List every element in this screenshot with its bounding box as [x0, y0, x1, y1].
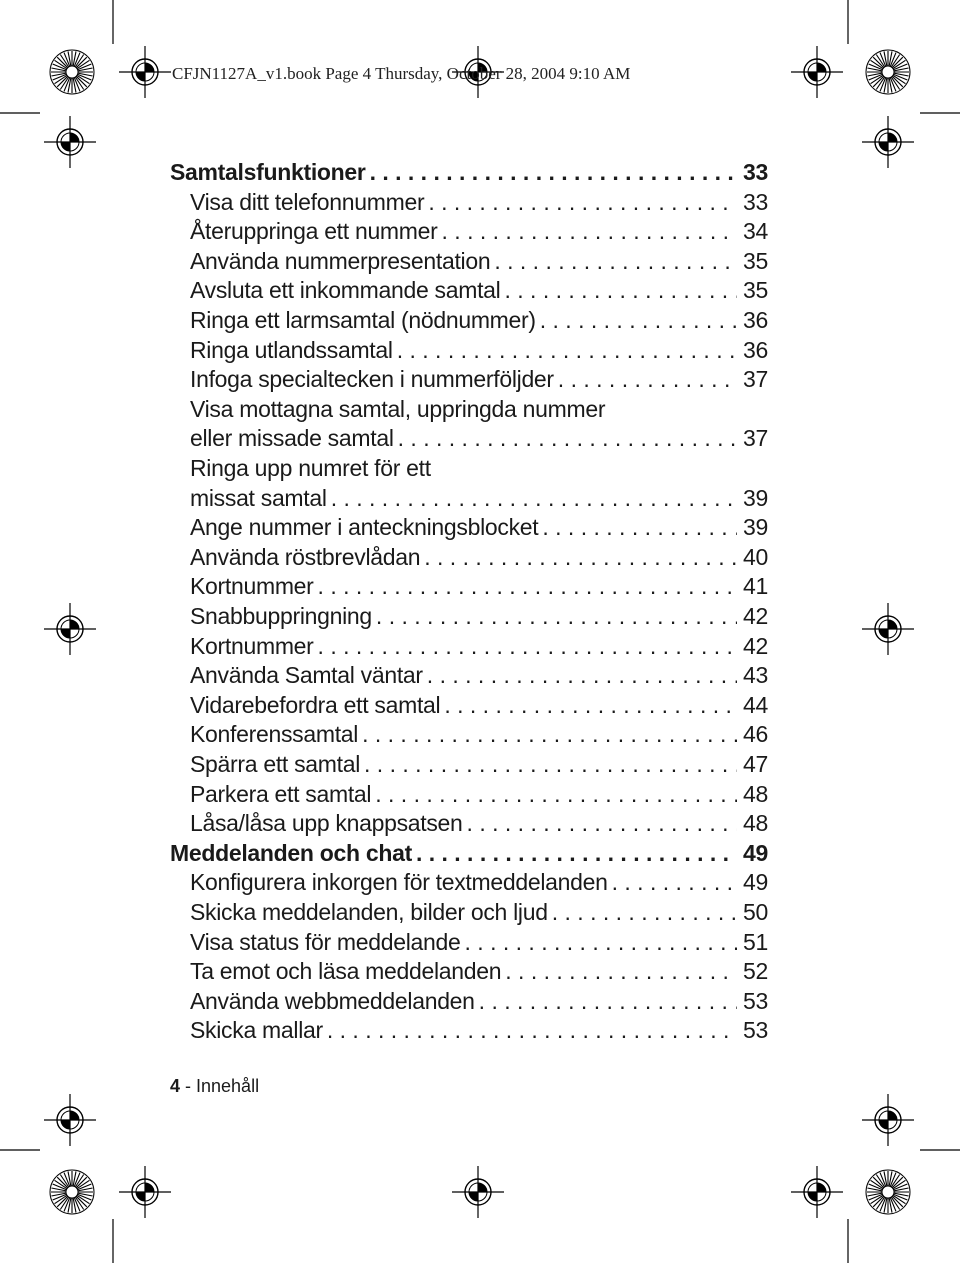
- toc-entry: [190, 512, 768, 542]
- toc-entry: [190, 719, 768, 749]
- dot-leader: [479, 986, 737, 1016]
- dot-leader: [318, 571, 737, 601]
- dot-leader: [398, 423, 737, 453]
- dot-leader: [397, 335, 737, 365]
- dot-leader: [504, 275, 737, 305]
- toc-page-number: 42: [743, 632, 768, 659]
- toc-entry-line: [190, 394, 768, 424]
- toc-entry-title: Spärra ett samtal: [190, 751, 361, 777]
- print-slug-header: CFJN1127A_v1.book Page 4 Thursday, October 28, 2004 9:10 AM: [172, 64, 631, 83]
- toc-entry: [190, 571, 768, 601]
- toc-entry-title: Vidarebefordra ett samtal: [190, 691, 441, 718]
- toc-entry-title: Meddelanden och chat: [170, 839, 412, 866]
- toc-entry-title: Snabbuppringning: [190, 603, 372, 629]
- toc-entry-title: Använda röstbrevlådan: [190, 543, 421, 570]
- toc-entry: [190, 749, 768, 779]
- toc-page-number: 33: [743, 159, 768, 185]
- toc-entry-title: Ange nummer i anteckningsblocket: [190, 514, 539, 541]
- toc-entry: [190, 246, 768, 276]
- toc-section-heading: [170, 157, 768, 187]
- page-footer: [170, 1076, 259, 1097]
- toc-page-number: 39: [743, 514, 768, 541]
- toc-entry-title: Ringa utlandssamtal: [190, 336, 393, 363]
- toc-entry-title: Visa mottagna samtal, uppringda nummer: [190, 395, 606, 422]
- toc-entry: [190, 1015, 768, 1045]
- toc-page-number: 43: [743, 662, 768, 689]
- toc-entry-title: Avsluta ett inkommande samtal: [190, 277, 501, 304]
- toc-entry: [190, 631, 768, 661]
- dot-leader: [416, 838, 737, 868]
- toc-entry: [190, 897, 768, 927]
- toc-entry-title: Visa ditt telefonnummer: [190, 188, 425, 215]
- toc-entry-title: Parkera ett samtal: [190, 780, 372, 807]
- toc-section-heading: [170, 838, 768, 868]
- dot-leader: [370, 157, 737, 187]
- toc-page-number: 35: [743, 247, 768, 274]
- toc-entry: [190, 956, 768, 986]
- dot-leader: [552, 897, 737, 927]
- toc-page-number: 36: [743, 307, 768, 333]
- toc-entry-title: Infoga specialtecken i nummerföljder: [190, 366, 554, 393]
- toc-entry: [190, 690, 768, 720]
- toc-page-number: 36: [743, 336, 768, 363]
- dot-leader: [331, 483, 737, 513]
- toc-entry-title: Kortnummer: [190, 573, 314, 600]
- toc-page-number: 48: [743, 780, 768, 807]
- toc-entry-title: Låsa/låsa upp knappsatsen: [190, 810, 463, 837]
- toc-page-number: 34: [743, 218, 768, 245]
- toc-page-number: 49: [743, 839, 768, 866]
- toc-entry: [190, 808, 768, 838]
- toc-entry-title: missat samtal: [190, 484, 327, 511]
- dot-leader: [465, 927, 738, 957]
- toc-page-number: 44: [743, 691, 768, 718]
- toc-entry-title: Använda Samtal väntar: [190, 662, 423, 689]
- toc-entry-title: Skicka meddelanden, bilder och ljud: [190, 899, 548, 925]
- toc-entry: [190, 779, 768, 809]
- toc-entry-line: [190, 453, 768, 483]
- toc-page-number: 40: [743, 543, 768, 570]
- dot-leader: [612, 867, 737, 897]
- toc-entry: [190, 483, 768, 513]
- toc-page-number: 53: [743, 987, 768, 1014]
- toc-entry-title: Skicka mallar: [190, 1017, 323, 1044]
- toc-page-number: 53: [743, 1017, 768, 1044]
- dot-leader: [494, 246, 737, 276]
- toc-page-number: 52: [743, 958, 768, 985]
- dot-leader: [364, 749, 737, 779]
- dot-leader: [427, 660, 737, 690]
- dot-leader: [540, 305, 737, 335]
- toc-entry: [190, 216, 768, 246]
- toc-entry: [190, 601, 768, 631]
- dot-leader: [362, 719, 737, 749]
- toc-page-number: 41: [743, 573, 768, 600]
- toc-entry: [190, 423, 768, 453]
- toc-entry: [190, 187, 768, 217]
- toc-page-number: 47: [743, 751, 768, 777]
- toc-entry: [190, 275, 768, 305]
- footer-page-number: 4: [170, 1076, 181, 1096]
- toc-entry-title: Återuppringa ett nummer: [190, 218, 438, 245]
- toc-entry-title: Kortnummer: [190, 632, 314, 659]
- toc-page-number: 42: [743, 603, 768, 629]
- toc-entry-title: Ta emot och läsa meddelanden: [190, 958, 502, 985]
- toc-entry-title: Konferenssamtal: [190, 721, 359, 748]
- toc-page-number: 39: [743, 484, 768, 511]
- toc-page-number: 37: [743, 366, 768, 393]
- dot-leader: [558, 364, 737, 394]
- toc-entry: [190, 364, 768, 394]
- dot-leader: [327, 1015, 737, 1045]
- dot-leader: [375, 779, 737, 809]
- toc-page-number: 49: [743, 869, 768, 896]
- footer-separator: -: [180, 1076, 197, 1096]
- dot-leader: [424, 542, 737, 572]
- toc-entry: [190, 867, 768, 897]
- footer-section-name: Innehåll: [196, 1076, 260, 1096]
- toc-entry-title: eller missade samtal: [190, 425, 394, 452]
- toc-entry-title: Använda nummerpresentation: [190, 247, 491, 274]
- toc-page-number: 50: [743, 899, 768, 925]
- toc-entry-title: Konfigurera inkorgen för textmeddelanden: [190, 869, 608, 896]
- dot-leader: [442, 216, 738, 246]
- toc-entry-title: Visa status för meddelande: [190, 928, 461, 955]
- toc-entry-title: Ringa ett larmsamtal (nödnummer): [190, 307, 536, 333]
- toc-entry: [190, 335, 768, 365]
- toc-page-number: 37: [743, 425, 768, 452]
- dot-leader: [318, 631, 737, 661]
- toc-page-number: 35: [743, 277, 768, 304]
- dot-leader: [467, 808, 737, 838]
- toc-entry-title: Ringa upp numret för ett: [190, 455, 431, 481]
- dot-leader: [542, 512, 737, 542]
- toc-entry: [190, 986, 768, 1016]
- dot-leader: [444, 690, 737, 720]
- dot-leader: [428, 187, 737, 217]
- toc-entry: [190, 305, 768, 335]
- toc-entry: [190, 660, 768, 690]
- toc-entry-title: Använda webbmeddelanden: [190, 987, 475, 1014]
- dot-leader: [376, 601, 737, 631]
- toc-entry: [190, 542, 768, 572]
- toc-entry-title: Samtalsfunktioner: [170, 159, 366, 185]
- toc-page-number: 46: [743, 721, 768, 748]
- toc-entry: [190, 927, 768, 957]
- toc-page-number: 51: [743, 928, 768, 955]
- dot-leader: [505, 956, 737, 986]
- toc-page-number: 48: [743, 810, 768, 837]
- toc-page-number: 33: [743, 188, 768, 215]
